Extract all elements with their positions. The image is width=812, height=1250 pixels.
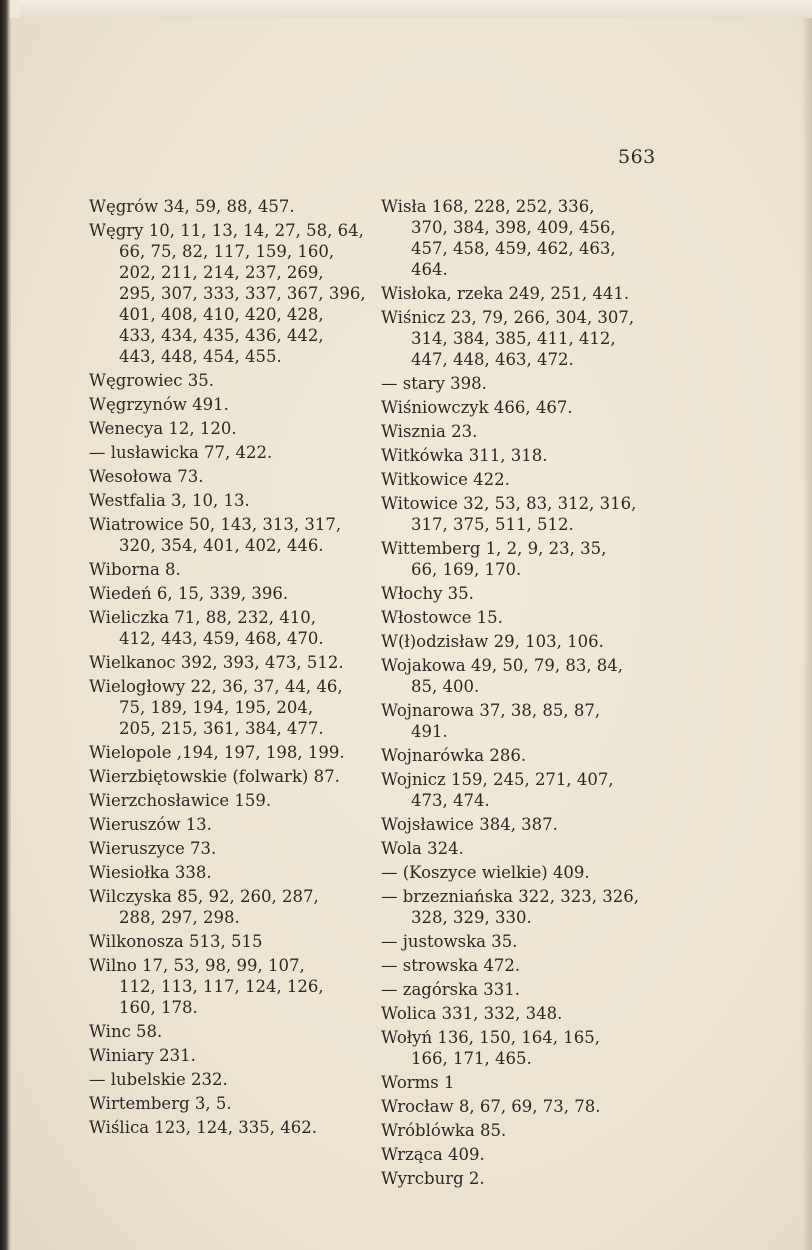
entry-continuation-line: 491. <box>411 722 448 741</box>
index-entry <box>381 583 671 604</box>
entry-continuation-line: 66, 75, 82, 117, 159, 160, <box>119 242 335 261</box>
entry-continuation-line: 85, 400. <box>411 677 480 696</box>
index-entry <box>381 979 671 1000</box>
entry-headword-line: Winiary 231. <box>89 1046 196 1065</box>
entry-headword-line: Wrocław 8, 67, 69, 73, 78. <box>381 1097 601 1116</box>
entry-headword-line: Wesołowa 73. <box>89 467 204 486</box>
index-entry <box>89 862 379 883</box>
entry-headword-line: Włostowce 15. <box>381 608 503 627</box>
index-entry <box>89 838 379 859</box>
index-entry <box>89 766 379 787</box>
entry-headword-line: Wojakowa 49, 50, 79, 83, 84, <box>381 656 624 675</box>
index-entry <box>89 220 379 367</box>
entry-continuation-line: 443, 448, 454, 455. <box>119 347 282 366</box>
entry-continuation-line: 205, 215, 361, 384, 477. <box>119 719 324 738</box>
entry-headword-line: W(ł)odzisław 29, 103, 106. <box>381 632 604 651</box>
book-spine-shadow <box>0 0 10 1250</box>
index-entry <box>381 886 671 928</box>
index-entry <box>89 1045 379 1066</box>
entry-continuation-line: 112, 113, 117, 124, 126, <box>119 977 324 996</box>
index-entry <box>89 886 379 928</box>
entry-headword-line: Wieliczka 71, 88, 232, 410, <box>89 608 316 627</box>
entry-headword-line: Wilno 17, 53, 98, 99, 107, <box>89 956 305 975</box>
index-entry <box>89 652 379 673</box>
entry-continuation-line: 328, 329, 330. <box>411 908 532 927</box>
index-entry <box>381 421 671 442</box>
entry-continuation-line: 166, 171, 465. <box>411 1049 532 1068</box>
entry-headword-line: Wojnicz 159, 245, 271, 407, <box>381 770 614 789</box>
entry-headword-line: Wilczyska 85, 92, 260, 287, <box>89 887 319 906</box>
entry-headword-line: Węgrzynów 491. <box>89 395 229 414</box>
entry-headword-line: Wisłoka, rzeka 249, 251, 441. <box>381 284 630 303</box>
entry-headword-line: — zagórska 331. <box>381 980 520 999</box>
entry-headword-line: Wiborna 8. <box>89 560 181 579</box>
entry-headword-line: Wielkanoc 392, 393, 473, 512. <box>89 653 344 672</box>
entry-headword-line: Wieruszów 13. <box>89 815 212 834</box>
index-entry <box>89 418 379 439</box>
index-entry <box>381 955 671 976</box>
page-number: 563 <box>618 146 656 168</box>
index-entry <box>89 196 379 217</box>
entry-headword-line: Wiesiołka 338. <box>89 863 212 882</box>
entry-headword-line: Westfalia 3, 10, 13. <box>89 491 250 510</box>
index-entry <box>381 283 671 304</box>
index-entry <box>381 655 671 697</box>
entry-headword-line: Wojsławice 384, 387. <box>381 815 558 834</box>
entry-headword-line: Wisła 168, 228, 252, 336, <box>381 197 595 216</box>
index-column-left <box>89 196 379 1138</box>
index-entry <box>89 742 379 763</box>
entry-continuation-line: 370, 384, 398, 409, 456, <box>411 218 616 237</box>
index-entry <box>381 1003 671 1024</box>
entry-headword-line: Wilkonosza 513, 515 <box>89 932 263 951</box>
entry-continuation-line: 457, 458, 459, 462, 463, <box>411 239 616 258</box>
entry-headword-line: Węgrowiec 35. <box>89 371 214 390</box>
entry-continuation-line: 202, 211, 214, 237, 269, <box>119 263 324 282</box>
entry-continuation-line: 447, 448, 463, 472. <box>411 350 574 369</box>
index-entry <box>89 1093 379 1114</box>
index-entry <box>89 676 379 739</box>
entry-headword-line: Wiedeń 6, 15, 339, 396. <box>89 584 289 603</box>
index-entry <box>89 442 379 463</box>
entry-headword-line: Wisznia 23. <box>381 422 478 441</box>
entry-headword-line: Winc 58. <box>89 1022 163 1041</box>
entry-headword-line: Wiatrowice 50, 143, 313, 317, <box>89 515 342 534</box>
entry-continuation-line: 433, 434, 435, 436, 442, <box>119 326 324 345</box>
entry-headword-line: Węgry 10, 11, 13, 14, 27, 58, 64, <box>89 221 364 240</box>
entry-headword-line: Wielopole ,194, 197, 198, 199. <box>89 743 345 762</box>
entry-headword-line: Wieruszyce 73. <box>89 839 217 858</box>
entry-headword-line: Włochy 35. <box>381 584 474 603</box>
entry-continuation-line: 412, 443, 459, 468, 470. <box>119 629 324 648</box>
entry-headword-line: — lusławicka 77, 422. <box>89 443 273 462</box>
index-entry <box>381 862 671 883</box>
entry-headword-line: Wierzchosławice 159. <box>89 791 272 810</box>
index-entry <box>381 445 671 466</box>
entry-continuation-line: 401, 408, 410, 420, 428, <box>119 305 324 324</box>
index-entry <box>381 1072 671 1093</box>
index-entry <box>89 394 379 415</box>
index-entry <box>381 700 671 742</box>
entry-headword-line: Worms 1 <box>381 1073 455 1092</box>
entry-headword-line: — stary 398. <box>381 374 487 393</box>
index-entry <box>381 838 671 859</box>
entry-continuation-line: 317, 375, 511, 512. <box>411 515 574 534</box>
entry-headword-line: Wołyń 136, 150, 164, 165, <box>381 1028 601 1047</box>
entry-continuation-line: 160, 178. <box>119 998 198 1017</box>
index-entry <box>381 607 671 628</box>
index-entry <box>381 1144 671 1165</box>
entry-headword-line: Witowice 32, 53, 83, 312, 316, <box>381 494 637 513</box>
entry-headword-line: — brzezniańska 322, 323, 326, <box>381 887 639 906</box>
index-entry <box>89 514 379 556</box>
index-entry <box>381 814 671 835</box>
index-entry <box>381 196 671 280</box>
index-entry <box>381 1120 671 1141</box>
entry-headword-line: — strowska 472. <box>381 956 521 975</box>
entry-headword-line: Witkówka 311, 318. <box>381 446 548 465</box>
entry-continuation-line: 314, 384, 385, 411, 412, <box>411 329 616 348</box>
index-entry <box>89 466 379 487</box>
entry-headword-line: Wyrcburg 2. <box>381 1169 485 1188</box>
index-entry <box>381 1027 671 1069</box>
index-entry <box>381 1168 671 1189</box>
entry-continuation-line: 66, 169, 170. <box>411 560 522 579</box>
index-entry <box>381 493 671 535</box>
index-entry <box>381 631 671 652</box>
index-entry <box>89 1117 379 1138</box>
entry-headword-line: Wenecya 12, 120. <box>89 419 237 438</box>
entry-headword-line: Wittemberg 1, 2, 9, 23, 35, <box>381 539 607 558</box>
entry-headword-line: Wierzbiętowskie (folwark) 87. <box>89 767 340 786</box>
entry-continuation-line: 295, 307, 333, 337, 367, 396, <box>119 284 366 303</box>
entry-continuation-line: 473, 474. <box>411 791 490 810</box>
entry-headword-line: — lubelskie 232. <box>89 1070 228 1089</box>
entry-continuation-line: 75, 189, 194, 195, 204, <box>119 698 314 717</box>
index-entry <box>89 490 379 511</box>
entry-headword-line: Wojnarówka 286. <box>381 746 527 765</box>
index-entry <box>381 1096 671 1117</box>
index-entry <box>381 307 671 370</box>
index-entry <box>381 931 671 952</box>
index-entry <box>381 538 671 580</box>
entry-headword-line: Wiśniowczyk 466, 467. <box>381 398 573 417</box>
entry-headword-line: Węgrów 34, 59, 88, 457. <box>89 197 295 216</box>
index-entry <box>89 955 379 1018</box>
entry-headword-line: Wielogłowy 22, 36, 37, 44, 46, <box>89 677 343 696</box>
index-entry <box>381 469 671 490</box>
entry-headword-line: Wróblówka 85. <box>381 1121 507 1140</box>
entry-continuation-line: 288, 297, 298. <box>119 908 240 927</box>
index-entry <box>89 607 379 649</box>
entry-continuation-line: 320, 354, 401, 402, 446. <box>119 536 324 555</box>
entry-headword-line: Wiślica 123, 124, 335, 462. <box>89 1118 317 1137</box>
entry-headword-line: Wrząca 409. <box>381 1145 485 1164</box>
entry-continuation-line: 464. <box>411 260 448 279</box>
index-entry <box>89 583 379 604</box>
entry-headword-line: Wiśnicz 23, 79, 266, 304, 307, <box>381 308 635 327</box>
index-entry <box>89 1021 379 1042</box>
entry-headword-line: Wola 324. <box>381 839 464 858</box>
index-entry <box>381 745 671 766</box>
index-column-right <box>381 196 671 1189</box>
index-entry <box>89 370 379 391</box>
index-entry <box>89 931 379 952</box>
index-entry <box>381 397 671 418</box>
entry-headword-line: Wojnarowa 37, 38, 85, 87, <box>381 701 601 720</box>
index-entry <box>89 1069 379 1090</box>
index-entry <box>89 790 379 811</box>
index-entry <box>89 814 379 835</box>
page-edge-shadow <box>802 18 812 1250</box>
index-entry <box>381 373 671 394</box>
index-entry <box>381 769 671 811</box>
index-entry <box>89 559 379 580</box>
entry-headword-line: — (Koszyce wielkie) 409. <box>381 863 590 882</box>
entry-headword-line: — justowska 35. <box>381 932 518 951</box>
entry-headword-line: Wolica 331, 332, 348. <box>381 1004 563 1023</box>
entry-headword-line: Wirtemberg 3, 5. <box>89 1094 232 1113</box>
entry-headword-line: Witkowice 422. <box>381 470 510 489</box>
